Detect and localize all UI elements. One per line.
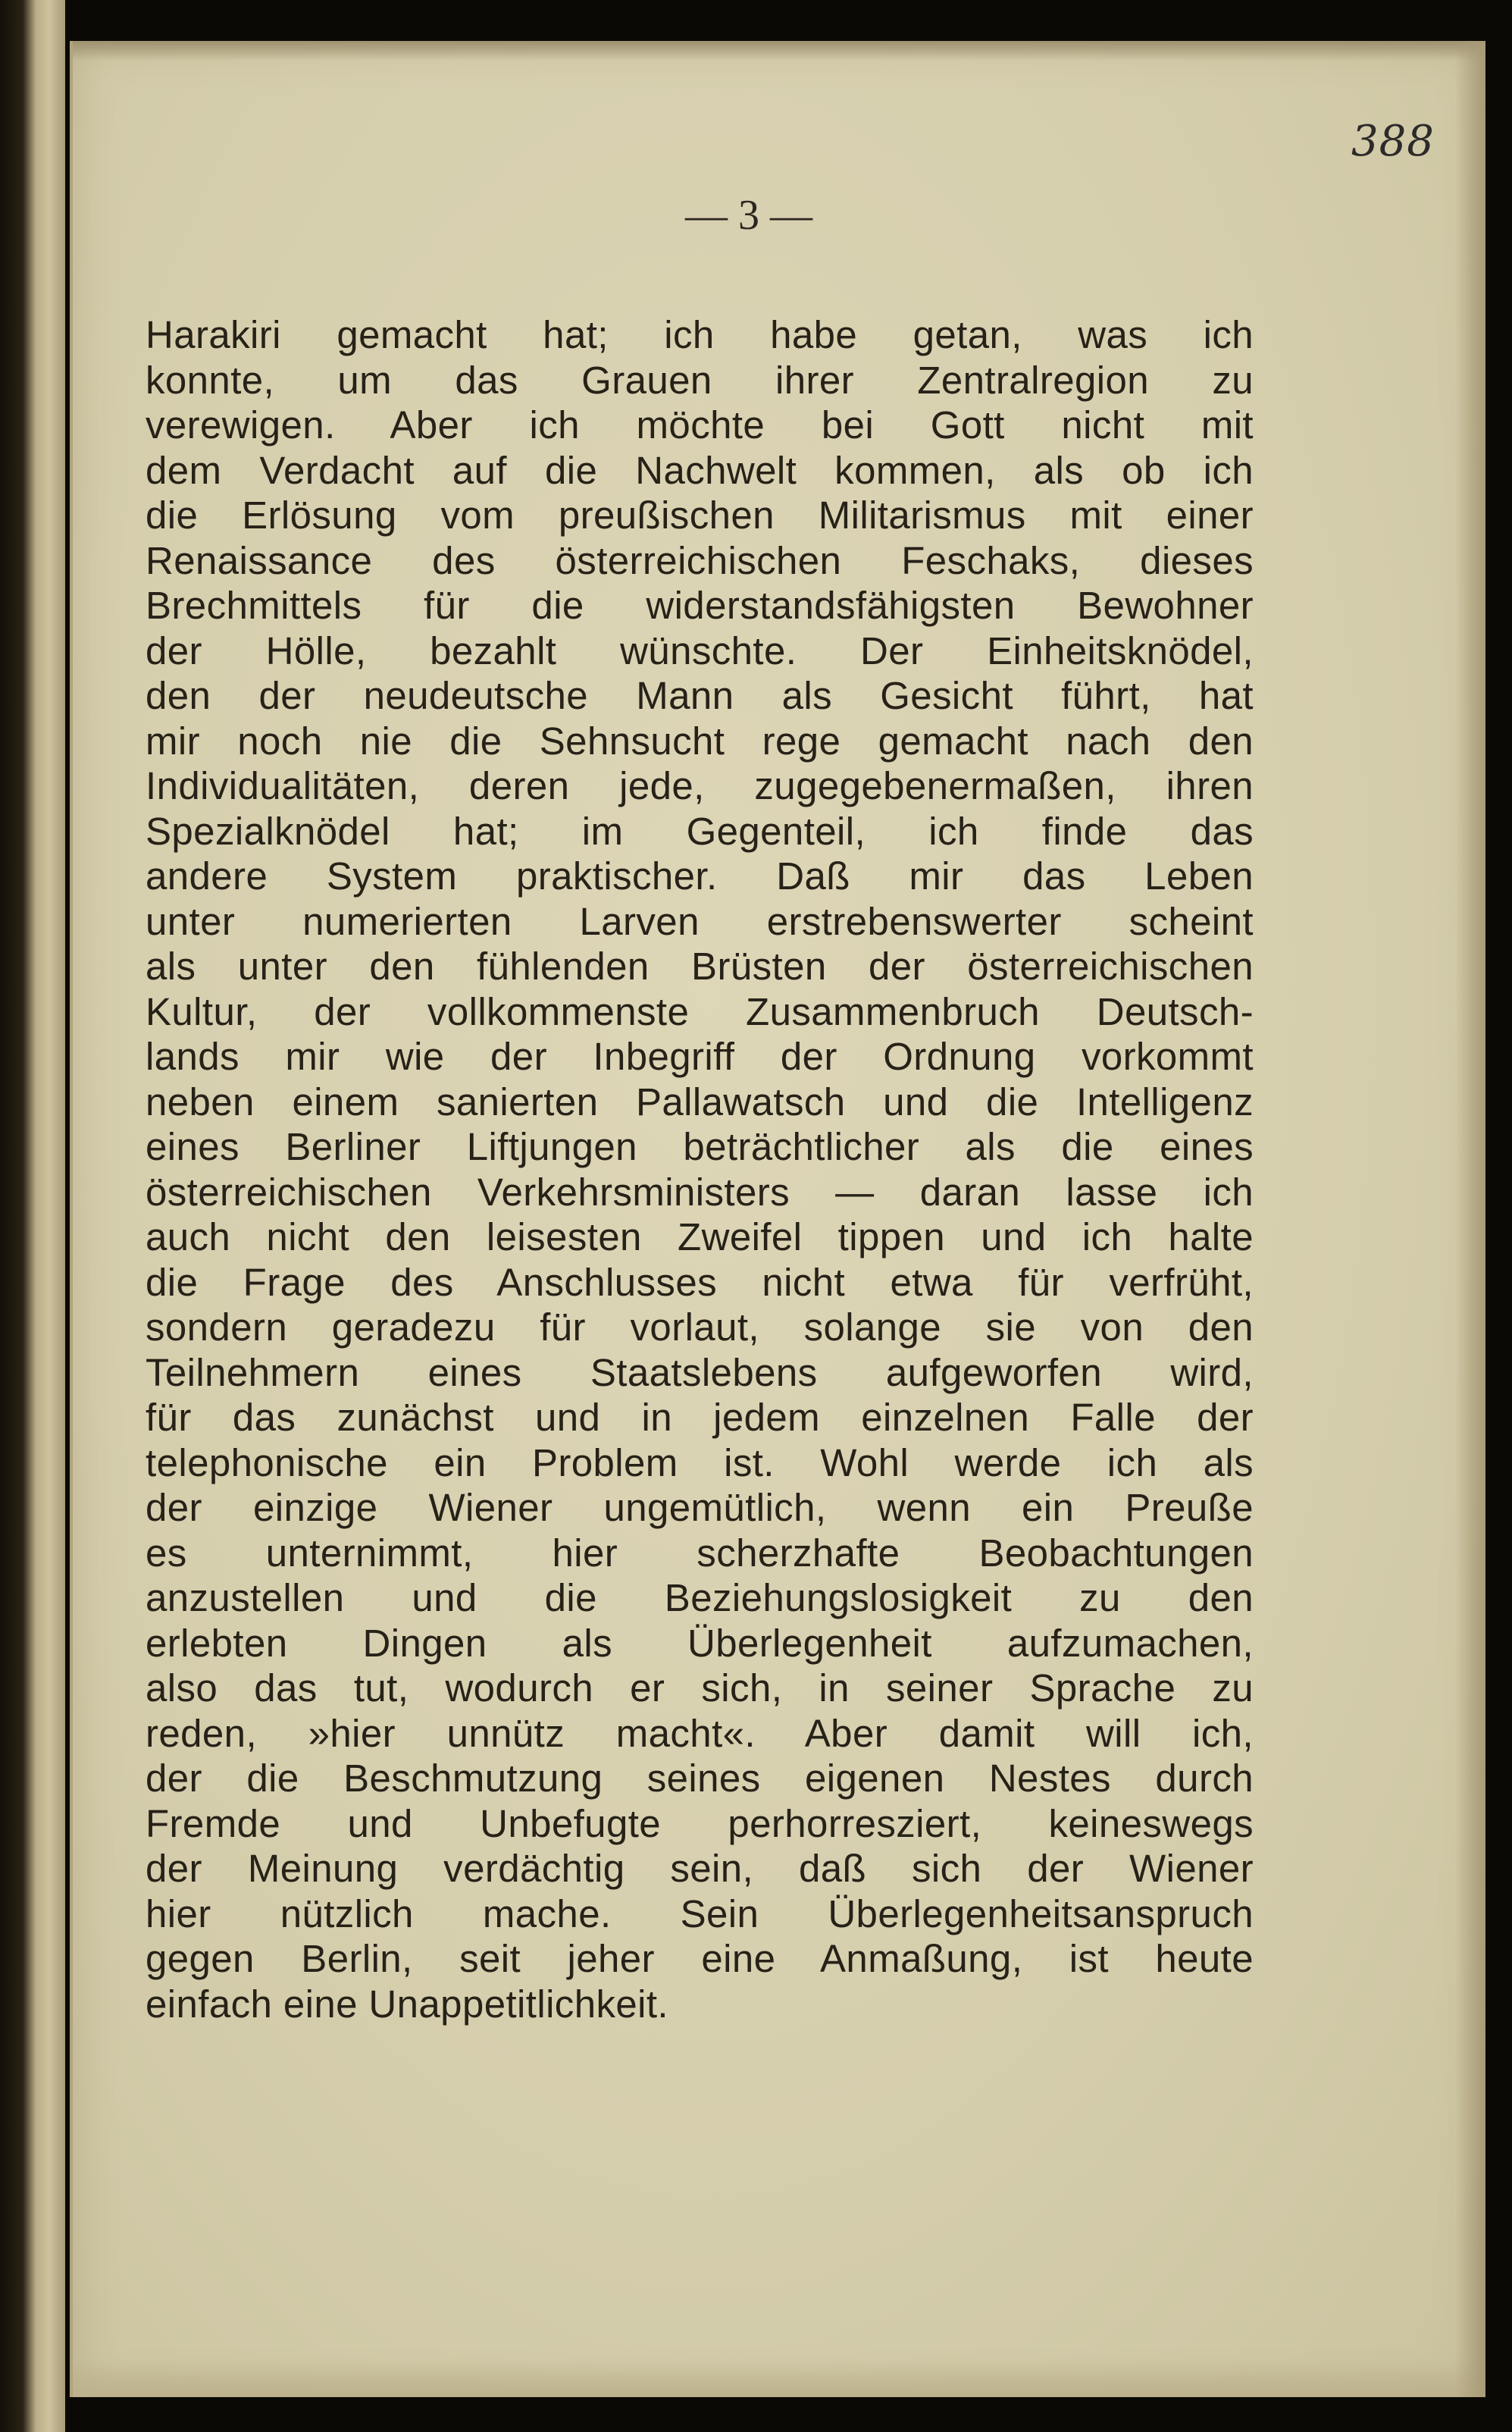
text-line: Individualitäten, deren jede, zugegebenermaßen, ihren xyxy=(146,764,1254,807)
text-line-last: einfach eine Unappetitlichkeit. xyxy=(146,1982,668,2026)
page-number: — 3 — xyxy=(685,192,812,239)
text-line: konnte, um das Grauen ihrer Zentralregion zu xyxy=(146,358,1254,402)
text-line: Fremde und Unbefugte perhorresziert, keineswegs xyxy=(146,1801,1254,1845)
text-line: die Frage des Anschlusses nicht etwa für verfrüht, xyxy=(146,1260,1254,1304)
text-line: Renaissance des österreichischen Feschaks, dieses xyxy=(146,538,1254,582)
text-line: sondern geradezu für vorlaut, solange sie von den xyxy=(146,1305,1254,1349)
text-line: unter numerierten Larven erstrebenswerter scheint xyxy=(146,899,1254,943)
page-right-edge xyxy=(1455,41,1485,2397)
text-line: der die Beschmutzung seines eigenen Nestes durch xyxy=(146,1757,1254,1800)
text-line: andere System praktischer. Daß mir das Leben xyxy=(146,854,1254,898)
text-line: als unter den fühlenden Brüsten der österreichischen xyxy=(146,945,1254,988)
text-line: neben einem sanierten Pallawatsch und die Intelligenz xyxy=(146,1080,1254,1124)
text-line: verewigen. Aber ich möchte bei Gott nicht mit xyxy=(146,403,1254,447)
text-line: eines Berliner Liftjungen beträchtlicher als die eines xyxy=(146,1125,1254,1168)
text-line: der Hölle, bezahlt wünschte. Der Einheitsknödel, xyxy=(146,628,1254,672)
text-line: für das zunächst und in jedem einzelnen Falle der xyxy=(146,1396,1254,1439)
text-line: es unternimmt, hier scherzhafte Beobachtungen xyxy=(146,1531,1254,1575)
handwritten-folio-number: 388 xyxy=(1351,117,1435,166)
text-line: den der neudeutsche Mann als Gesicht führt, hat xyxy=(146,674,1254,717)
book-spine-edge xyxy=(0,0,65,2432)
text-line: der einzige Wiener ungemütlich, wenn ein Preuße xyxy=(146,1486,1254,1529)
text-line: hier nützlich mache. Sein Überlegenheitsanspruch xyxy=(146,1891,1254,1935)
text-line: der Meinung verdächtig sein, daß sich der Wiener xyxy=(146,1847,1254,1890)
text-line: Brechmittels für die widerstandsfähigsten Bewohner xyxy=(146,584,1254,627)
text-line: also das tut, wodurch er sich, in seiner Sprache zu xyxy=(146,1666,1254,1710)
text-line: auch nicht den leisesten Zweifel tippen und ich halte xyxy=(146,1215,1254,1258)
text-line: Teilnehmern eines Staatslebens aufgeworfen wird, xyxy=(146,1350,1254,1394)
text-line: erlebten Dingen als Überlegenheit aufzumachen, xyxy=(146,1621,1254,1665)
body-text xyxy=(146,312,1254,2026)
page-bottom-edge xyxy=(73,2359,1485,2397)
text-line: telephonische ein Problem ist. Wohl werde ich als xyxy=(146,1440,1254,1484)
book-page xyxy=(70,41,1485,2397)
text-line: Spezialknödel hat; im Gegenteil, ich finde das xyxy=(146,809,1254,853)
text-line: lands mir wie der Inbegriff der Ordnung vorkommt xyxy=(146,1035,1254,1078)
text-line: Kultur, der vollkommenste Zusammenbruch Deutsch- xyxy=(146,989,1254,1033)
text-line: österreichischen Verkehrsministers — daran lasse ich xyxy=(146,1170,1254,1214)
text-line: gegen Berlin, seit jeher eine Anmaßung, ist heute xyxy=(146,1937,1254,1980)
text-line: mir noch nie die Sehnsucht rege gemacht nach den xyxy=(146,719,1254,763)
text-line: reden, »hier unnütz macht«. Aber damit will ich, xyxy=(146,1711,1254,1755)
text-line: die Erlösung vom preußischen Militarismus mit einer xyxy=(146,494,1254,537)
text-line: dem Verdacht auf die Nachwelt kommen, als ob ich xyxy=(146,448,1254,492)
text-line: Harakiri gemacht hat; ich habe getan, was ich xyxy=(146,313,1254,356)
page-top-edge xyxy=(73,41,1485,61)
text-line: anzustellen und die Beziehungslosigkeit zu den xyxy=(146,1576,1254,1619)
